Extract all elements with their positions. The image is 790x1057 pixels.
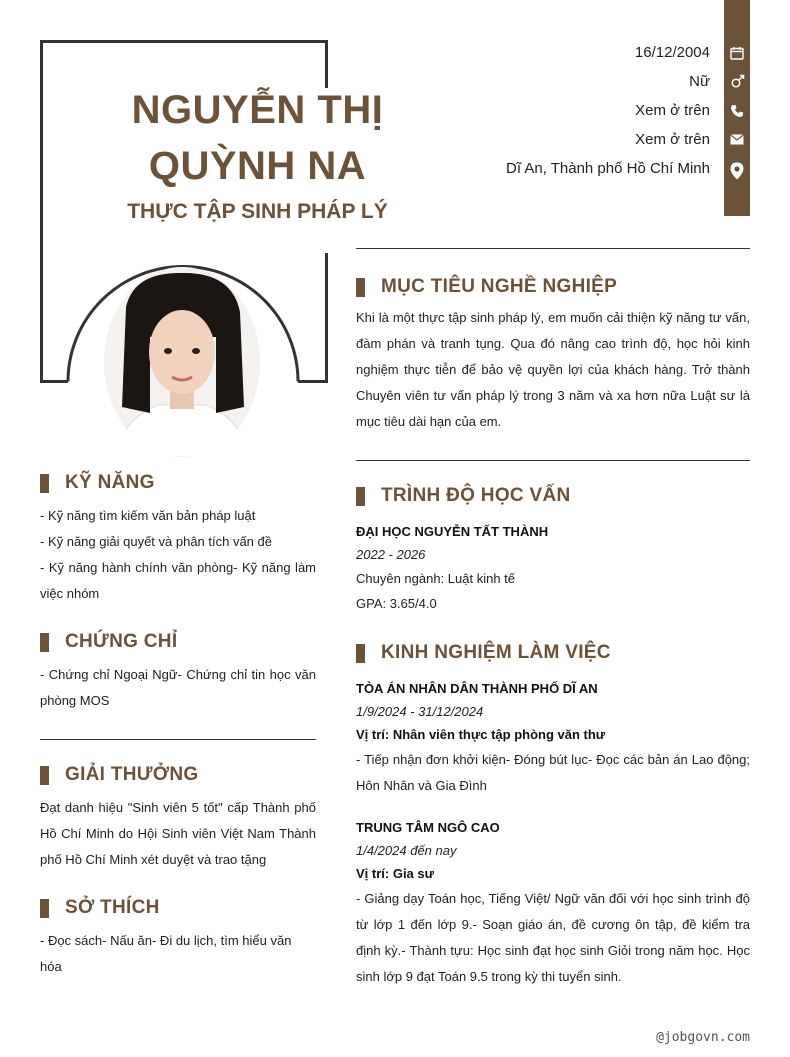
school-gpa: GPA: 3.65/4.0 — [356, 596, 437, 611]
gender-icon — [724, 67, 750, 96]
heading-marker — [40, 766, 49, 785]
hobbies-heading — [40, 897, 160, 919]
awards-title: GIẢI THƯỞNG — [65, 764, 199, 785]
awards-text: Đạt danh hiệu "Sinh viên 5 tốt" cấp Thành phố Hồ Chí Minh do Hội Sinh viên Việt Nam Thành phố Hồ Chí Minh xét duyệt và trao tặng — [40, 800, 316, 867]
certificates-heading — [40, 631, 177, 653]
skills-list — [40, 503, 316, 607]
job-role: Vị trí: Nhân viên thực tập phòng văn thư — [356, 727, 606, 742]
profile-photo — [104, 267, 260, 457]
experience-title: KINH NGHIỆM LÀM VIỆC — [381, 642, 611, 663]
job-desc: - Tiếp nhận đơn khởi kiện- Đóng bút lục- Đọc các bản án Lao động; Hôn Nhân và Gia Đình — [356, 752, 750, 793]
email[interactable]: Xem ở trên — [635, 131, 710, 148]
job-entry — [356, 677, 750, 799]
awards-heading — [40, 764, 198, 786]
contact-icon-bar — [724, 0, 750, 216]
heading-marker — [356, 278, 365, 297]
heading-marker — [356, 487, 365, 506]
hobbies-text: - Đọc sách- Nấu ăn- Đi du lịch, tìm hiểu văn hóa — [40, 933, 292, 974]
job-date: 1/9/2024 - 31/12/2024 — [356, 704, 484, 719]
heading-marker — [40, 633, 49, 652]
school-name: ĐẠI HỌC NGUYỄN TẤT THÀNH — [356, 524, 549, 539]
divider — [40, 739, 316, 740]
objective-text: Khi là một thực tập sinh pháp lý, em muốn cải thiện kỹ năng tư vấn, đàm phán và tranh tụng. Qua đó nâng cao trình độ, học hỏi kinh nghiệm thực tiễn để bảo vệ quyền lợi của khách hàng. Trở thành Chuyên viên tư vấn pháp lý trong 3 năm và xa hơn nữa Luật sư là mục tiêu dài hạn của em. — [356, 310, 750, 429]
skills-title: KỸ NĂNG — [65, 472, 155, 493]
divider — [356, 460, 750, 461]
school-major: Chuyên ngành: Luật kinh tế — [356, 571, 516, 586]
education-heading — [356, 485, 571, 507]
heading-marker — [40, 899, 49, 918]
email-icon — [724, 125, 750, 154]
objective-heading — [356, 276, 617, 298]
education-title: TRÌNH ĐỘ HỌC VẤN — [381, 485, 571, 506]
watermark: @jobgovn.com — [656, 1030, 750, 1045]
heading-marker — [356, 644, 365, 663]
job-date: 1/4/2024 đến nay — [356, 843, 457, 858]
location-icon — [724, 156, 750, 185]
divider — [356, 248, 750, 249]
job-desc: - Giảng dạy Toán học, Tiếng Việt/ Ngữ văn đối với học sinh trình độ từ lớp 1 đến lớp 9.- Soạn giáo án, đề cương ôn tập, đề kiểm tra định kỳ.- Thành tựu: Học sinh đạt học sinh Giỏi trong năm học. Học sinh lớp 9 đạt Toán 9.5 trong kỳ thi tuyển sinh. — [356, 891, 750, 984]
certificates-text: - Chứng chỉ Ngoại Ngữ- Chứng chỉ tin học văn phòng MOS — [40, 667, 316, 708]
birthdate: 16/12/2004 — [634, 44, 710, 61]
address: Dĩ An, Thành phố Hồ Chí Minh — [505, 160, 710, 177]
skill-item: - Kỹ năng tìm kiếm văn bản pháp luật — [40, 508, 256, 523]
skill-item: - Kỹ năng giải quyết và phân tích vấn đề — [40, 534, 272, 549]
job-org: TRUNG TÂM NGÔ CAO — [356, 820, 500, 835]
school-years: 2022 - 2026 — [356, 547, 426, 562]
job-entry — [356, 816, 750, 990]
experience-heading — [356, 642, 611, 664]
calendar-icon — [724, 38, 750, 67]
name-line-2: QUỲNH NA — [148, 144, 367, 188]
skill-item: - Kỹ năng hành chính văn phòng- Kỹ năng làm việc nhóm — [40, 560, 316, 601]
objective-title: MỤC TIÊU NGHỀ NGHIỆP — [381, 276, 618, 297]
avatar — [104, 267, 260, 457]
gender: Nữ — [689, 73, 710, 90]
job-role: Vị trí: Gia sư — [356, 866, 435, 881]
skills-heading — [40, 472, 155, 494]
job-position: THỰC TẬP SINH PHÁP LÝ — [127, 200, 388, 223]
certificates-title: CHỨNG CHỈ — [65, 631, 178, 652]
name-line-1: NGUYỄN THỊ — [131, 88, 384, 132]
heading-marker — [40, 474, 49, 493]
job-org: TÒA ÁN NHÂN DÂN THÀNH PHỐ DĨ AN — [356, 681, 598, 696]
phone[interactable]: Xem ở trên — [635, 102, 710, 119]
phone-icon — [724, 96, 750, 125]
hobbies-title: SỞ THÍCH — [65, 897, 160, 918]
education-block — [356, 520, 750, 616]
contact-list — [390, 38, 710, 183]
